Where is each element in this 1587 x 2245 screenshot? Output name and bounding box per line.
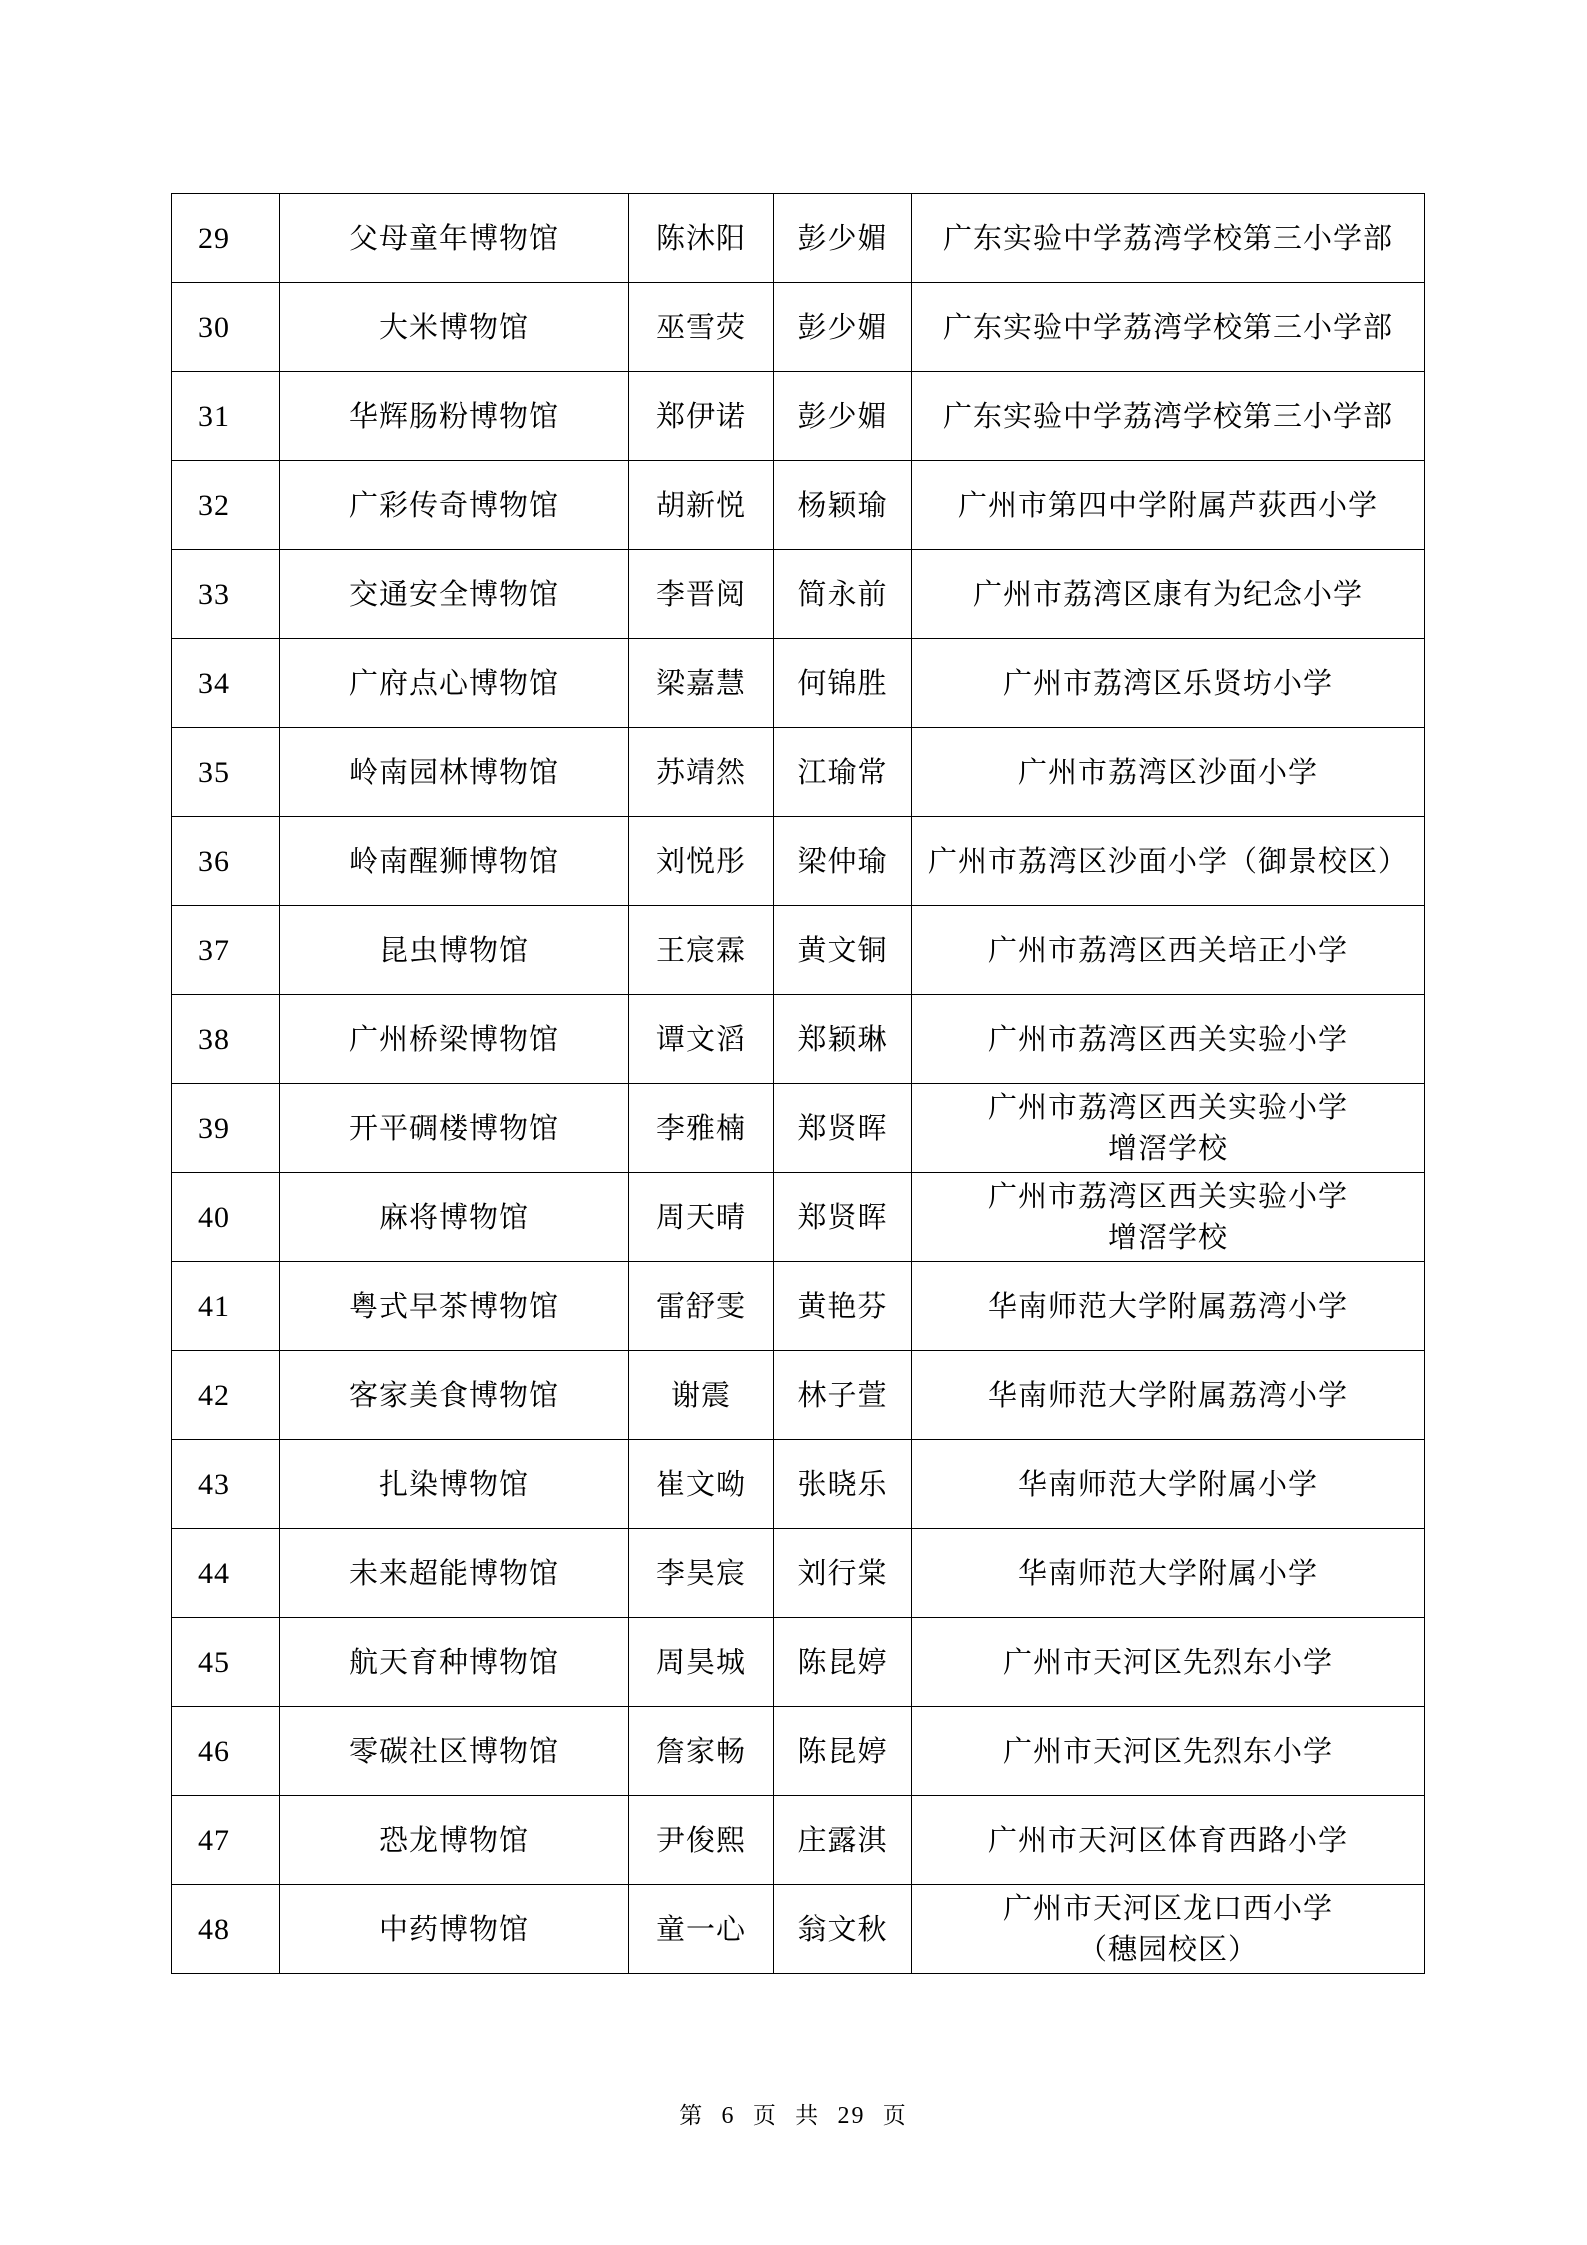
results-table — [171, 193, 1425, 1974]
school-name-line: 广州市天河区龙口西小学 — [1002, 1891, 1333, 1925]
school-name-line: 广州市天河区先烈东小学 — [1002, 1644, 1333, 1679]
row-number-cell: 30 — [172, 283, 280, 372]
teacher-name-cell: 陈昆婷 — [774, 1707, 912, 1796]
student-name-cell: 梁嘉慧 — [629, 639, 774, 728]
student-name-cell: 刘悦彤 — [629, 817, 774, 906]
row-number-cell: 46 — [172, 1707, 280, 1796]
museum-name-cell: 岭南园林博物馆 — [280, 728, 629, 817]
row-number-cell: 33 — [172, 550, 280, 639]
table-row — [172, 1796, 1425, 1885]
teacher-name-cell: 简永前 — [774, 550, 912, 639]
museum-name-cell: 开平碉楼博物馆 — [280, 1084, 629, 1173]
school-name-cell — [912, 194, 1425, 283]
student-name-cell: 郑伊诺 — [629, 372, 774, 461]
school-name-cell — [912, 461, 1425, 550]
teacher-name-cell: 黄文铜 — [774, 906, 912, 995]
school-name-cell — [912, 1351, 1425, 1440]
footer-total-prefix: 共 — [795, 2103, 821, 2129]
table-row — [172, 1885, 1425, 1974]
museum-name-cell: 广府点心博物馆 — [280, 639, 629, 728]
table-row — [172, 283, 1425, 372]
school-name-line: 华南师范大学附属荔湾小学 — [987, 1288, 1348, 1323]
school-name-line: 增滘学校 — [1107, 1131, 1228, 1165]
school-name-line: 广州市荔湾区康有为纪念小学 — [972, 576, 1363, 611]
student-name-cell: 周天晴 — [629, 1173, 774, 1262]
teacher-name-cell: 翁文秋 — [774, 1885, 912, 1974]
table-row — [172, 728, 1425, 817]
student-name-cell: 谢震 — [629, 1351, 774, 1440]
student-name-cell: 詹家畅 — [629, 1707, 774, 1796]
student-name-cell: 雷舒雯 — [629, 1262, 774, 1351]
museum-name-cell: 未来超能博物馆 — [280, 1529, 629, 1618]
museum-name-cell: 零碳社区博物馆 — [280, 1707, 629, 1796]
school-name-line: 广州市荔湾区乐贤坊小学 — [1002, 665, 1333, 700]
school-name-cell — [912, 372, 1425, 461]
teacher-name-cell: 彭少媚 — [774, 194, 912, 283]
museum-name-cell: 粤式早茶博物馆 — [280, 1262, 629, 1351]
school-name-cell — [912, 728, 1425, 817]
table-row — [172, 1440, 1425, 1529]
row-number-cell: 48 — [172, 1885, 280, 1974]
museum-name-cell: 中药博物馆 — [280, 1885, 629, 1974]
museum-name-cell: 父母童年博物馆 — [280, 194, 629, 283]
school-name-line: 广州市荔湾区西关培正小学 — [987, 932, 1348, 967]
student-name-cell: 崔文呦 — [629, 1440, 774, 1529]
row-number-cell: 43 — [172, 1440, 280, 1529]
museum-name-cell: 广州桥梁博物馆 — [280, 995, 629, 1084]
teacher-name-cell: 梁仲瑜 — [774, 817, 912, 906]
school-name-line: 增滘学校 — [1107, 1220, 1228, 1254]
school-name-line: 广州市天河区先烈东小学 — [1002, 1733, 1333, 1768]
museum-name-cell: 航天育种博物馆 — [280, 1618, 629, 1707]
teacher-name-cell: 何锦胜 — [774, 639, 912, 728]
school-name-line: 广州市荔湾区西关实验小学 — [987, 1179, 1348, 1213]
teacher-name-cell: 林子萱 — [774, 1351, 912, 1440]
student-name-cell: 苏靖然 — [629, 728, 774, 817]
museum-name-cell: 昆虫博物馆 — [280, 906, 629, 995]
teacher-name-cell: 江瑜常 — [774, 728, 912, 817]
row-number-cell: 47 — [172, 1796, 280, 1885]
school-name-line: （穗园校区） — [1077, 1932, 1258, 1966]
teacher-name-cell: 郑贤晖 — [774, 1084, 912, 1173]
student-name-cell: 周昊城 — [629, 1618, 774, 1707]
museum-name-cell: 广彩传奇博物馆 — [280, 461, 629, 550]
school-name-cell — [912, 995, 1425, 1084]
row-number-cell: 35 — [172, 728, 280, 817]
school-name-cell — [912, 283, 1425, 372]
table-row — [172, 550, 1425, 639]
row-number-cell: 32 — [172, 461, 280, 550]
footer-total-unit: 页 — [882, 2103, 908, 2129]
table-row — [172, 906, 1425, 995]
row-number-cell: 41 — [172, 1262, 280, 1351]
school-name-line: 广州市荔湾区沙面小学（御景校区） — [927, 843, 1408, 878]
table-row — [172, 1351, 1425, 1440]
school-name-cell — [912, 1796, 1425, 1885]
table-row — [172, 1618, 1425, 1707]
student-name-cell: 巫雪荧 — [629, 283, 774, 372]
museum-name-cell: 扎染博物馆 — [280, 1440, 629, 1529]
school-name-cell — [912, 906, 1425, 995]
teacher-name-cell: 刘行棠 — [774, 1529, 912, 1618]
school-name-line: 华南师范大学附属小学 — [1017, 1555, 1318, 1590]
table-row — [172, 1173, 1425, 1262]
teacher-name-cell: 彭少媚 — [774, 283, 912, 372]
museum-name-cell: 岭南醒狮博物馆 — [280, 817, 629, 906]
row-number-cell: 42 — [172, 1351, 280, 1440]
table-row — [172, 995, 1425, 1084]
row-number-cell: 37 — [172, 906, 280, 995]
results-table-body — [172, 194, 1425, 1974]
page-footer — [0, 2097, 1587, 2130]
student-name-cell: 童一心 — [629, 1885, 774, 1974]
school-name-cell — [912, 1529, 1425, 1618]
row-number-cell: 31 — [172, 372, 280, 461]
school-name-cell — [912, 1440, 1425, 1529]
row-number-cell: 36 — [172, 817, 280, 906]
teacher-name-cell: 黄艳芬 — [774, 1262, 912, 1351]
school-name-cell — [912, 1885, 1425, 1974]
student-name-cell: 陈沐阳 — [629, 194, 774, 283]
row-number-cell: 44 — [172, 1529, 280, 1618]
row-number-cell: 29 — [172, 194, 280, 283]
table-row — [172, 639, 1425, 728]
school-name-line: 广东实验中学荔湾学校第三小学部 — [942, 398, 1393, 433]
museum-name-cell: 大米博物馆 — [280, 283, 629, 372]
school-name-line: 华南师范大学附属荔湾小学 — [987, 1377, 1348, 1412]
school-name-line: 广州市荔湾区西关实验小学 — [987, 1021, 1348, 1056]
museum-name-cell: 麻将博物馆 — [280, 1173, 629, 1262]
school-name-line: 广州市荔湾区沙面小学 — [1017, 754, 1318, 789]
school-name-cell — [912, 639, 1425, 728]
row-number-cell: 38 — [172, 995, 280, 1084]
student-name-cell: 谭文滔 — [629, 995, 774, 1084]
row-number-cell: 40 — [172, 1173, 280, 1262]
teacher-name-cell: 陈昆婷 — [774, 1618, 912, 1707]
table-row — [172, 817, 1425, 906]
student-name-cell: 胡新悦 — [629, 461, 774, 550]
table-row — [172, 372, 1425, 461]
museum-name-cell: 客家美食博物馆 — [280, 1351, 629, 1440]
footer-page-unit: 页 — [752, 2103, 778, 2129]
museum-name-cell: 交通安全博物馆 — [280, 550, 629, 639]
table-row — [172, 1084, 1425, 1173]
school-name-line: 广东实验中学荔湾学校第三小学部 — [942, 220, 1393, 255]
student-name-cell: 李昊宸 — [629, 1529, 774, 1618]
teacher-name-cell: 郑颖琳 — [774, 995, 912, 1084]
teacher-name-cell: 庄露淇 — [774, 1796, 912, 1885]
school-name-cell — [912, 1707, 1425, 1796]
total-pages: 29 — [837, 2103, 866, 2129]
school-name-line: 广东实验中学荔湾学校第三小学部 — [942, 309, 1393, 344]
school-name-line: 华南师范大学附属小学 — [1017, 1466, 1318, 1501]
school-name-line: 广州市天河区体育西路小学 — [987, 1822, 1348, 1857]
school-name-cell — [912, 1262, 1425, 1351]
row-number-cell: 34 — [172, 639, 280, 728]
museum-name-cell: 恐龙博物馆 — [280, 1796, 629, 1885]
table-row — [172, 1262, 1425, 1351]
school-name-cell — [912, 1084, 1425, 1173]
school-name-cell — [912, 1618, 1425, 1707]
student-name-cell: 王宸霖 — [629, 906, 774, 995]
teacher-name-cell: 郑贤晖 — [774, 1173, 912, 1262]
footer-prefix: 第 — [679, 2103, 705, 2129]
museum-name-cell: 华辉肠粉博物馆 — [280, 372, 629, 461]
school-name-line: 广州市荔湾区西关实验小学 — [987, 1090, 1348, 1124]
student-name-cell: 尹俊熙 — [629, 1796, 774, 1885]
table-row — [172, 194, 1425, 283]
school-name-cell — [912, 817, 1425, 906]
school-name-cell — [912, 1173, 1425, 1262]
school-name-line: 广州市第四中学附属芦荻西小学 — [957, 487, 1378, 522]
page-number: 6 — [721, 2103, 736, 2129]
teacher-name-cell: 彭少媚 — [774, 372, 912, 461]
student-name-cell: 李晋阅 — [629, 550, 774, 639]
table-row — [172, 1529, 1425, 1618]
table-row — [172, 1707, 1425, 1796]
teacher-name-cell: 杨颖瑜 — [774, 461, 912, 550]
teacher-name-cell: 张晓乐 — [774, 1440, 912, 1529]
row-number-cell: 39 — [172, 1084, 280, 1173]
table-row — [172, 461, 1425, 550]
row-number-cell: 45 — [172, 1618, 280, 1707]
student-name-cell: 李雅楠 — [629, 1084, 774, 1173]
school-name-cell — [912, 550, 1425, 639]
